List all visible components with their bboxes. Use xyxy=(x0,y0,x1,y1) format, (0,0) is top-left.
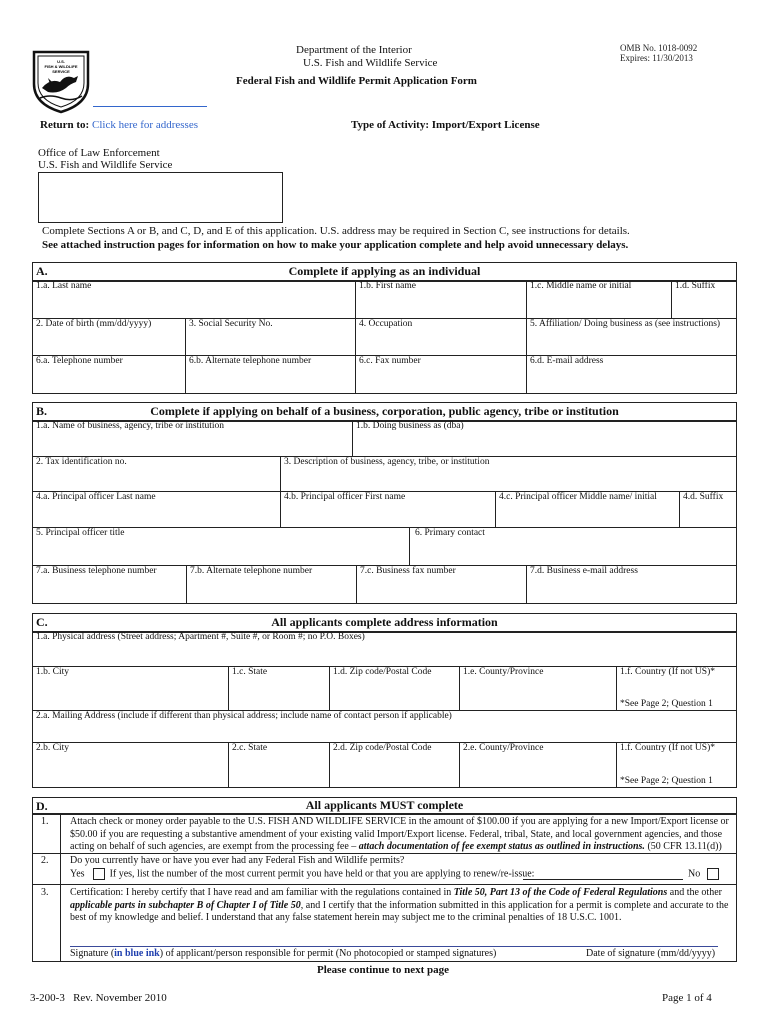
city-field[interactable]: 1.b. City xyxy=(36,667,69,677)
yes-checkbox[interactable] xyxy=(93,868,105,880)
fax-field[interactable]: 6.c. Fax number xyxy=(355,355,526,393)
section-a-row-3 xyxy=(33,355,736,393)
no-label: No xyxy=(688,868,701,880)
section-c xyxy=(32,613,737,788)
section-b-row-5 xyxy=(33,565,736,603)
continue-note: Please continue to next page xyxy=(317,964,449,976)
county-field[interactable]: 1.e. County/Province xyxy=(459,666,616,710)
primary-contact-field[interactable]: 6. Primary contact xyxy=(409,527,736,565)
officer-middle-name-field[interactable]: 4.c. Principal officer Middle name/ initial xyxy=(495,491,679,527)
business-name-field[interactable]: 1.a. Name of business, agency, tribe or institution xyxy=(36,421,225,431)
signature-label: Signature (in blue ink) of applicant/person responsible for permit (No photocopied or stamped signatures) xyxy=(70,948,497,959)
office-line-2: U.S. Fish and Wildlife Service xyxy=(38,159,173,171)
logo-underline xyxy=(93,106,207,107)
country-field[interactable]: 1.f. Country (If not US)* *See Page 2; Question 1 xyxy=(616,666,736,710)
omb-number: OMB No. 1018-0092 xyxy=(620,43,698,53)
no-checkbox[interactable] xyxy=(707,868,719,880)
officer-title-field[interactable]: 5. Principal officer title xyxy=(36,528,125,538)
ssn-field[interactable]: 3. Social Security No. xyxy=(185,318,355,355)
permit-number-line[interactable] xyxy=(523,879,683,880)
dept-name: Department of the Interior xyxy=(296,44,412,56)
instructions-line-1: Complete Sections A or B, and C, D, and E of this application. U.S. address may be required in Section C, see instructions for details. xyxy=(42,225,630,237)
item-2-question: Do you currently have or have you ever had any Federal Fish and Wildlife permits? xyxy=(70,855,405,866)
date-of-birth-field[interactable]: 2. Date of birth (mm/dd/yyyy) xyxy=(36,319,152,329)
return-to-label: Return to: xyxy=(40,119,90,131)
section-b-row-2 xyxy=(33,456,736,492)
telephone-field[interactable]: 6.a. Telephone number xyxy=(36,356,123,366)
middle-name-field[interactable]: 1.c. Middle name or initial xyxy=(526,280,671,318)
mailing-country-field[interactable]: 1.f. Country (If not US)* *See Page 2; Question 1 xyxy=(616,742,736,787)
tax-id-field[interactable]: 2. Tax identification no. xyxy=(36,457,127,467)
item-1-number: 1. xyxy=(41,816,49,827)
section-b-row-3 xyxy=(33,491,736,528)
mailing-state-field[interactable]: 2.c. State xyxy=(228,742,329,787)
section-c-title: All applicants complete address information xyxy=(271,615,498,629)
section-c-row-3 xyxy=(33,710,736,743)
mailing-city-field[interactable]: 2.b. City xyxy=(36,743,69,753)
item-2-number: 2. xyxy=(41,855,49,866)
section-c-row-4 xyxy=(33,742,736,787)
first-name-field[interactable]: 1.b. First name xyxy=(355,280,526,318)
officer-suffix-field[interactable]: 4.d. Suffix xyxy=(679,491,736,527)
section-a xyxy=(32,262,737,394)
svg-text:FISH & WILDLIFE: FISH & WILDLIFE xyxy=(44,64,78,69)
item-2-no xyxy=(688,868,719,880)
address-box[interactable] xyxy=(38,172,283,223)
mailing-county-field[interactable]: 2.e. County/Province xyxy=(459,742,616,787)
section-b-letter: B. xyxy=(36,404,48,418)
section-b-title: Complete if applying on behalf of a business, corporation, public agency, tribe or institution xyxy=(150,404,619,418)
item-3-line-2: applicable parts in subchapter B of Chapter I of Title 50, and I certify that the information submitted in this application for a permit is complete and accurate to the xyxy=(70,900,729,911)
mailing-country-note: *See Page 2; Question 1 xyxy=(620,776,713,786)
date-signature-label: Date of signature (mm/dd/yyyy) xyxy=(586,948,716,959)
business-description-field[interactable]: 3. Description of business, agency, tribe, or institution xyxy=(280,456,736,491)
business-fax-field[interactable]: 7.c. Business fax number xyxy=(356,565,526,603)
form-number: 3-200-3 Rev. November 2010 xyxy=(30,992,167,1004)
item-divider-1 xyxy=(33,853,736,854)
office-line-1: Office of Law Enforcement xyxy=(38,147,160,159)
form-title: Federal Fish and Wildlife Permit Application Form xyxy=(236,75,477,87)
activity-type: Type of Activity: Import/Export License xyxy=(351,119,540,131)
section-a-title: Complete if applying as an individual xyxy=(288,264,481,278)
addresses-link[interactable]: Click here for addresses xyxy=(92,119,198,131)
section-d xyxy=(32,797,737,962)
business-email-field[interactable]: 7.d. Business e-mail address xyxy=(526,565,736,603)
section-d-title: All applicants MUST complete xyxy=(305,798,464,812)
officer-first-name-field[interactable]: 4.b. Principal officer First name xyxy=(280,491,495,527)
section-d-header xyxy=(33,798,736,815)
section-c-row-2 xyxy=(33,666,736,711)
state-field[interactable]: 1.c. State xyxy=(228,666,329,710)
section-a-row-1 xyxy=(33,280,736,319)
page-number: Page 1 of 4 xyxy=(662,992,712,1004)
item-1-line-1: Attach check or money order payable to the U.S. FISH AND WILDLIFE SERVICE in the amount of $100.00 if you are applying for a new Import/Export license or xyxy=(70,816,729,827)
country-note: *See Page 2; Question 1 xyxy=(620,699,713,709)
section-b-row-4 xyxy=(33,527,736,566)
suffix-field[interactable]: 1.d. Suffix xyxy=(671,280,736,318)
usfws-logo xyxy=(30,48,92,114)
item-3-number: 3. xyxy=(41,887,49,898)
section-c-letter: C. xyxy=(36,615,48,629)
business-alt-telephone-field[interactable]: 7.b. Alternate telephone number xyxy=(186,565,356,603)
last-name-field[interactable]: 1.a. Last name xyxy=(36,281,92,291)
mailing-zip-code-field[interactable]: 2.d. Zip code/Postal Code xyxy=(329,742,459,787)
section-c-row-1 xyxy=(33,631,736,667)
section-a-letter: A. xyxy=(36,264,48,278)
item-3-line-3: best of my knowledge and belief. I understand that any false statement herein may subject me to the criminal penalties of 18 U.S.C. 1001. xyxy=(70,912,622,923)
service-name: U.S. Fish and Wildlife Service xyxy=(303,57,438,69)
instructions-line-2: See attached instruction pages for information on how to make your application complete and help avoid unnecessary delays. xyxy=(42,239,629,251)
expires-date: Expires: 11/30/2013 xyxy=(620,53,693,63)
section-b xyxy=(32,402,737,604)
business-telephone-field[interactable]: 7.a. Business telephone number xyxy=(36,566,157,576)
email-field[interactable]: 6.d. E-mail address xyxy=(526,355,736,393)
mailing-address-field[interactable]: 2.a. Mailing Address (include if different than physical address; include name of contact person if applicable) xyxy=(36,711,452,721)
occupation-field[interactable]: 4. Occupation xyxy=(355,318,526,355)
section-a-row-2 xyxy=(33,318,736,356)
item-divider-2 xyxy=(33,884,736,885)
item-3-line-1: Certification: I hereby certify that I have read and am familiar with the regulations contained in Title 50, Part 13 of the Code of Federal Regulations and the other xyxy=(70,887,722,898)
zip-code-field[interactable]: 1.d. Zip code/Postal Code xyxy=(329,666,459,710)
affiliation-field[interactable]: 5. Affiliation/ Doing business as (see instructions) xyxy=(526,318,736,355)
svg-text:SERVICE: SERVICE xyxy=(52,69,70,74)
number-column-divider xyxy=(60,813,61,961)
item-1-line-3: acting on behalf of such agencies, are exempt from the processing fee – attach documentation of fee exempt status as outlined in instructions. (50 CFR 13.11(d)) xyxy=(70,841,722,852)
alt-telephone-field[interactable]: 6.b. Alternate telephone number xyxy=(185,355,355,393)
signature-line[interactable] xyxy=(70,946,718,947)
dba-field[interactable]: 1.b. Doing business as (dba) xyxy=(352,420,736,456)
item-1-line-2: $50.00 if you are requesting a substantive amendment of your existing valid Import/Export license. Federal, tribal, State, and local government agencies, and those xyxy=(70,829,723,840)
physical-address-field[interactable]: 1.a. Physical address (Street address; Apartment #, Suite #, or Room #; no P.O. Boxes) xyxy=(36,632,365,642)
section-d-letter: D. xyxy=(36,799,48,813)
item-2-answer: Yes If yes, list the number of the most current permit you have held or that you are applying to renew/re-issue: xyxy=(70,868,535,880)
section-b-row-1 xyxy=(33,420,736,457)
yes-label: Yes xyxy=(70,868,85,880)
officer-last-name-field[interactable]: 4.a. Principal officer Last name xyxy=(36,492,156,502)
svg-text:U.S.: U.S. xyxy=(57,59,65,64)
